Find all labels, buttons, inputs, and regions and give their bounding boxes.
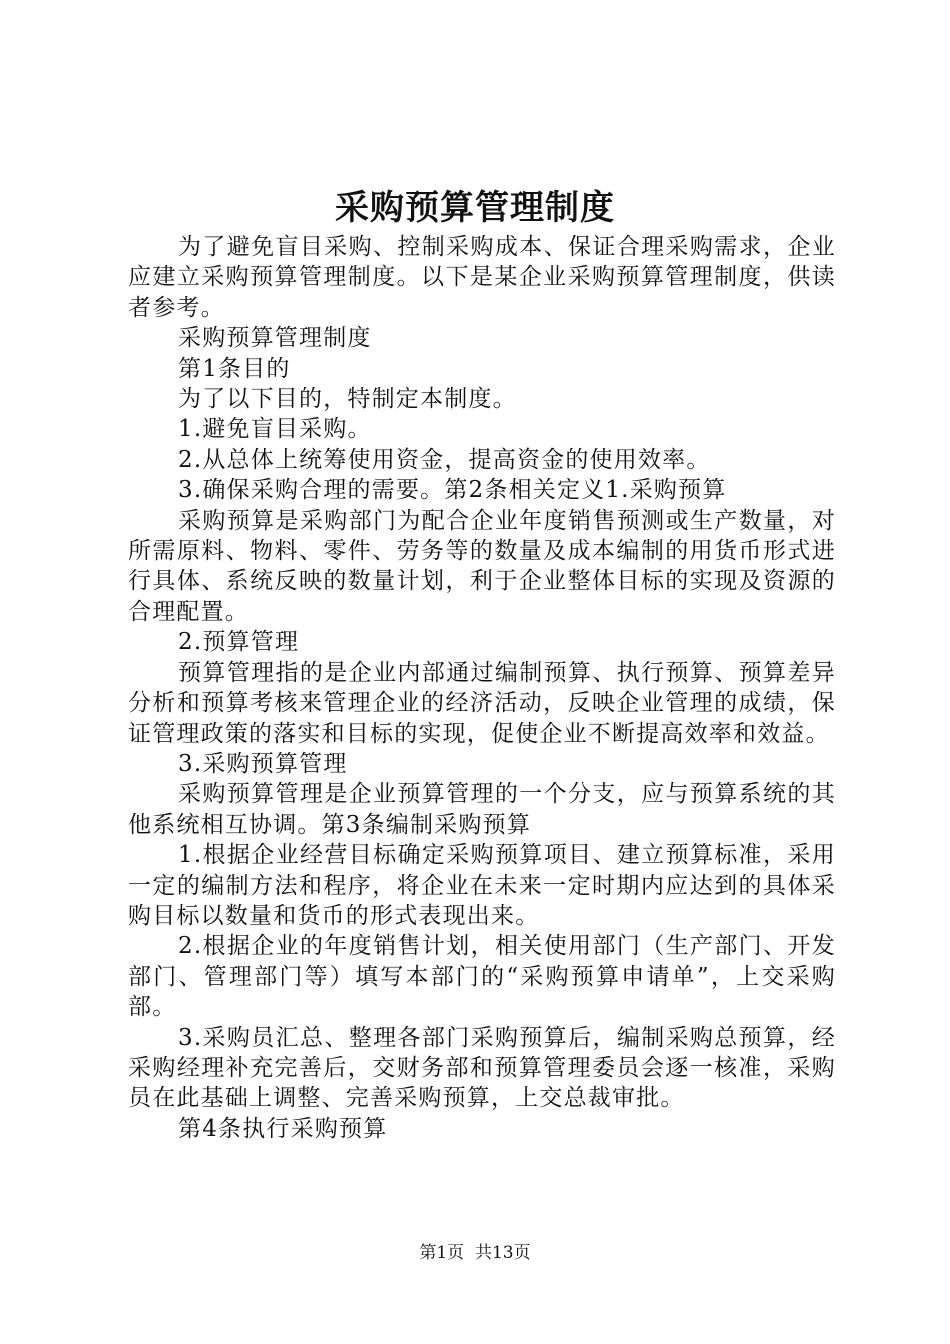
paragraph-definition-2: 预算管理指的是企业内部通过编制预算、执行预算、预算差异分析和预算考核来管理企业的经济活动，反映企业管理的成绩，保证管理政策的落实和目标的实现，促使企业不断提高效率和效益。 [128, 659, 836, 747]
page-footer: 第1页 共13页 [419, 1243, 531, 1263]
paragraph-intro: 为了避免盲目采购、控制采购成本、保证合理采购需求，企业应建立采购预算管理制度。以下是某企业采购预算管理制度，供读者参考。 [128, 234, 836, 321]
paragraph-purpose-2: 2.从总体上统筹使用资金，提高资金的使用效率。 [178, 446, 711, 473]
document-title: 采购预算管理制度 [335, 188, 615, 228]
paragraph-article-1: 第1条目的 [178, 355, 291, 382]
paragraph-item-3: 3.采购预算管理 [178, 750, 348, 777]
paragraph-purpose-1: 1.避免盲目采购。 [178, 416, 372, 443]
paragraph-purpose-3: 3.确保采购合理的需要。第2条相关定义1.采购预算 [178, 477, 727, 504]
paragraph-compile-1: 1.根据企业经营目标确定采购预算项目、建立预算标准，采用一定的编制方法和程序，将企业在未来一定时期内应达到的具体采购目标以数量和货币的形式表现出来。 [128, 842, 836, 929]
paragraph-purpose: 为了以下目的，特制定本制度。 [178, 386, 517, 413]
paragraph-definition-3: 采购预算管理是企业预算管理的一个分支，应与预算系统的其他系统相互协调。第3条编制采购预算 [128, 781, 836, 838]
paragraph-compile-3: 3.采购员汇总、整理各部门采购预算后，编制采购总预算，经采购经理补充完善后，交财务部和预算管理委员会逐一核准，采购员在此基础上调整、完善采购预算，上交总裁审批。 [128, 1024, 836, 1112]
document-body [128, 232, 836, 1144]
paragraph-definition-1: 采购预算是采购部门为配合企业年度销售预测或生产数量，对所需原料、物料、零件、劳务等的数量及成本编制的用货币形式进行具体、系统反映的数量计划，利于企业整体目标的实现及资源的合理配置。 [128, 507, 836, 625]
paragraph-item-2: 2.预算管理 [178, 629, 300, 656]
paragraph-article-4: 第4条执行采购预算 [178, 1115, 388, 1142]
paragraph-heading: 采购预算管理制度 [178, 325, 372, 352]
paragraph-compile-2: 2.根据企业的年度销售计划，相关使用部门（生产部门、开发部门、管理部门等）填写本部门的“采购预算申请单”，上交采购部。 [128, 933, 836, 1021]
